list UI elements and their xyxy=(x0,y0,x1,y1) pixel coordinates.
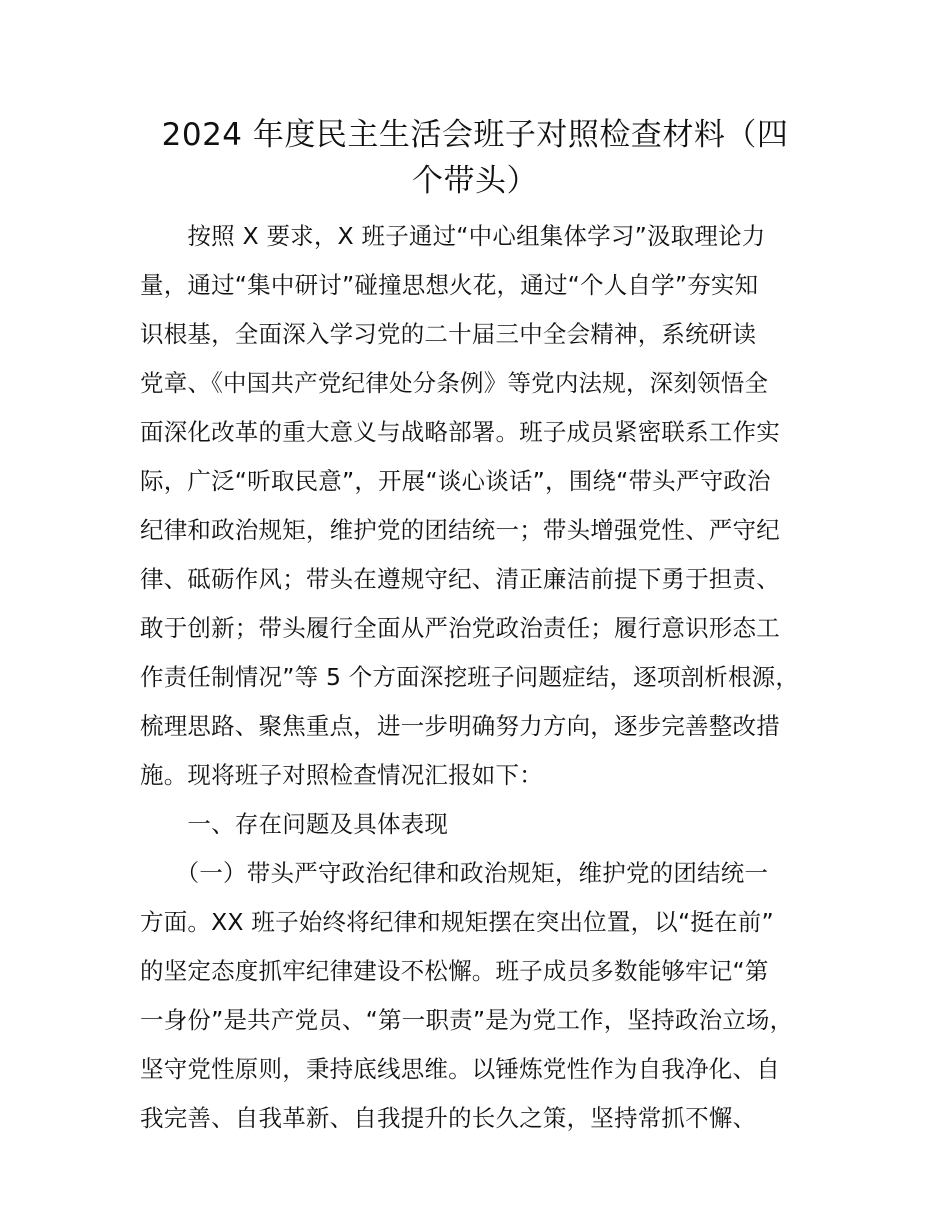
text-line: 施。现将班子对照检查情况汇报如下： xyxy=(140,761,543,789)
text-line: 量，通过“集中研讨”碰撞思想火花，通过“个人自学”夯实知 xyxy=(140,271,759,299)
section-paragraph xyxy=(140,849,830,1143)
title-line: 个带头） xyxy=(412,163,538,199)
title-line: 2024 年度民主生活会班子对照检查材料（四 xyxy=(161,117,789,153)
document-title xyxy=(140,112,810,204)
intro-paragraph xyxy=(140,212,830,800)
text-line: 方面。XX 班子始终将纪律和规矩摆在突出位置，以“挺在前” xyxy=(140,908,774,936)
text-line: 律、砥砺作风；带头在遵规守纪、清正廉洁前提下勇于担责、 xyxy=(140,565,780,593)
text-line: 我完善、自我革新、自我提升的长久之策，坚持常抓不懈、 xyxy=(140,1104,757,1132)
text-line: 梳理思路、聚焦重点，进一步明确努力方向，逐步完善整改措 xyxy=(140,712,780,740)
text-line: 纪律和政治规矩，维护党的团结统一；带头增强党性、严守纪 xyxy=(140,516,780,544)
text-line: 一身份”是共产党员、“第一职责”是为党工作，坚持政治立场， xyxy=(140,1006,794,1034)
document-body xyxy=(140,212,830,1143)
text-line: 按照 X 要求，X 班子通过“中心组集体学习”汲取理论力 xyxy=(140,222,766,250)
text-line: 坚守党性原则，秉持底线思维。以锤炼党性作为自我净化、自 xyxy=(140,1055,780,1083)
text-line: 面深化改革的重大意义与战略部署。班子成员紧密联系工作实 xyxy=(140,418,780,446)
section-heading: 一、存在问题及具体表现 xyxy=(140,810,449,838)
text-line: 识根基，全面深入学习党的二十届三中全会精神，系统研读 xyxy=(140,320,757,348)
text-line: 的坚定态度抓牢纪律建设不松懈。班子成员多数能够牢记“第 xyxy=(140,957,769,985)
text-line: 作责任制情况”等 5 个方面深挖班子问题症结，逐项剖析根源， xyxy=(140,663,800,691)
text-line: （一）带头严守政治纪律和政治规矩，维护党的团结统一 xyxy=(140,859,769,887)
text-line: 际，广泛“听取民意”，开展“谈心谈话”，围绕“带头严守政治 xyxy=(140,467,771,495)
text-line: 敢于创新；带头履行全面从严治党政治责任；履行意识形态工 xyxy=(140,614,780,642)
text-line: 党章、《中国共产党纪律处分条例》等党内法规，深刻领悟全 xyxy=(140,369,769,397)
